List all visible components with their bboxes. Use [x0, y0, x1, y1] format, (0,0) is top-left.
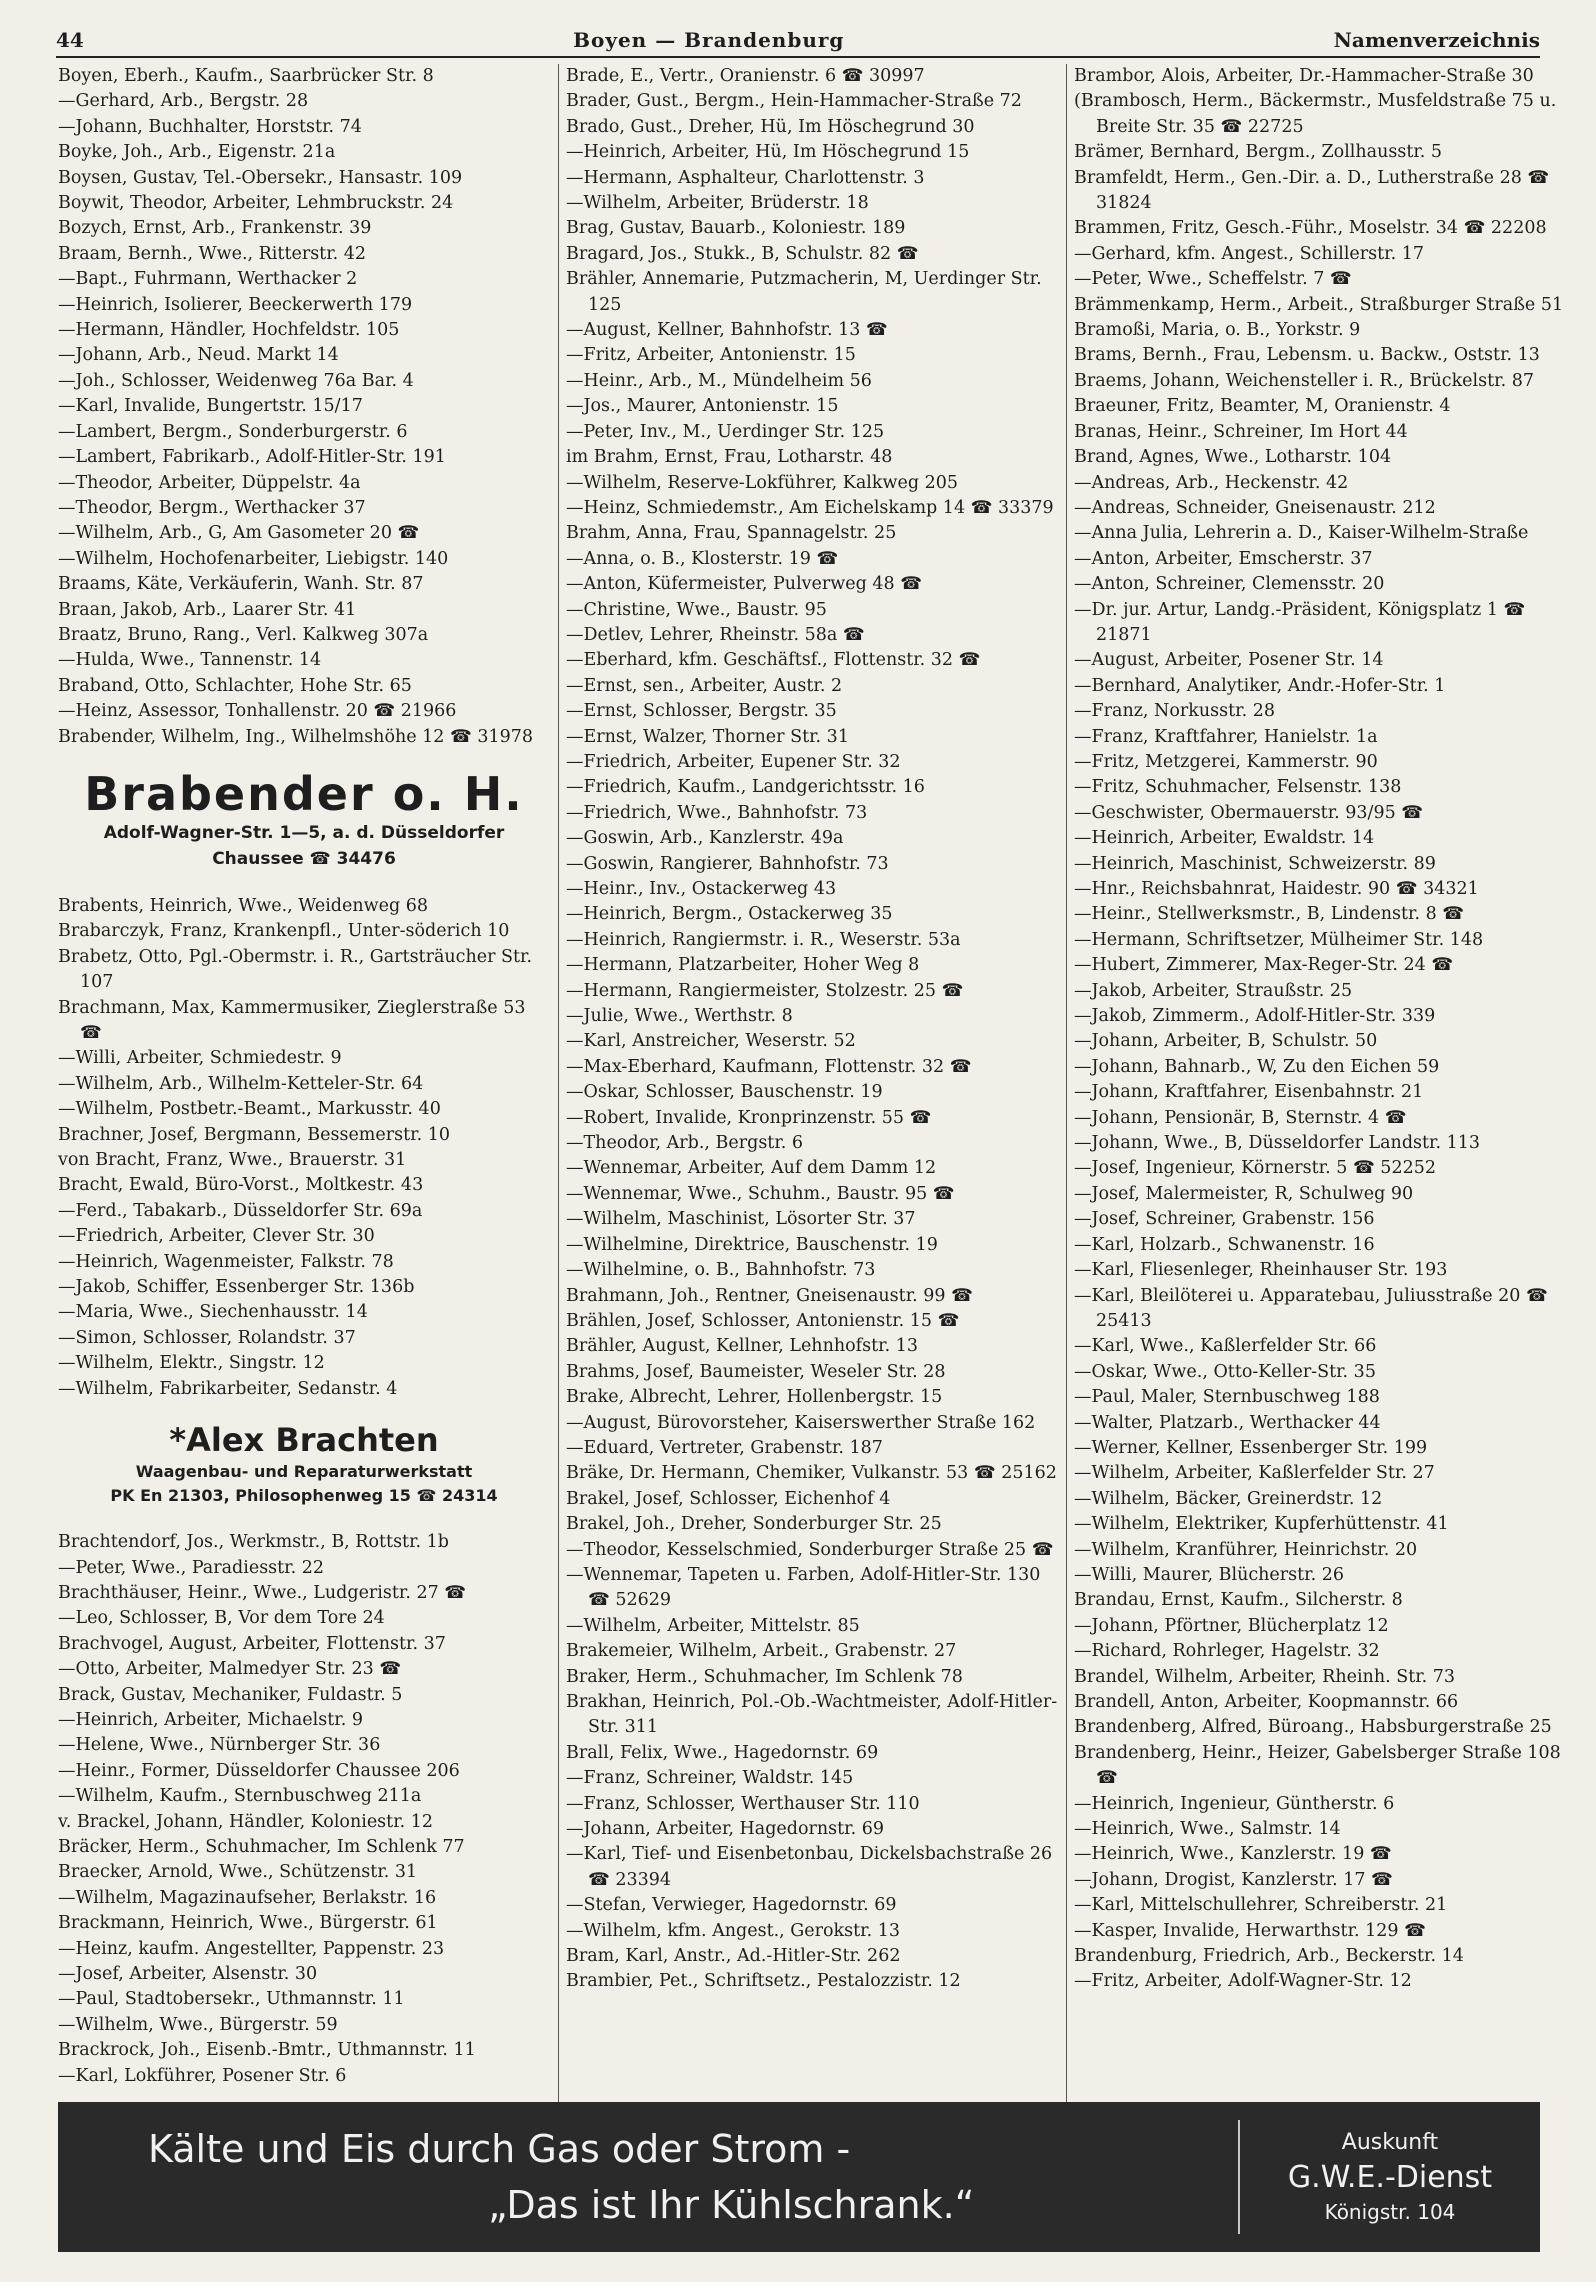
col2-list [566, 64, 1058, 1995]
directory-entry: im Brahm, Ernst, Frau, Lotharstr. 48 [566, 447, 893, 468]
directory-entry: —Hermann, Platzarbeiter, Hoher Weg 8 [566, 955, 920, 976]
directory-entry: —Lambert, Bergm., Sonderburgerstr. 6 [58, 421, 408, 442]
directory-entry: —Josef, Ingenieur, Körnerstr. 5 ☎ 52252 [1074, 1158, 1436, 1179]
banner-info-service: G.W.E.-Dienst [1287, 2160, 1493, 2195]
directory-entry: —Wilhelm, Reserve-Lokführer, Kalkweg 205 [566, 472, 958, 493]
directory-entry: Brahms, Josef, Baumeister, Weseler Str. 28 [566, 1361, 946, 1382]
directory-entry: —Karl, Anstreicher, Weserstr. 52 [566, 1031, 856, 1052]
col3-list [1074, 64, 1566, 1995]
directory-entry: —Fritz, Metzgerei, Kammerstr. 90 [1074, 751, 1378, 772]
directory-entry: —Paul, Stadtobersekr., Uthmannstr. 11 [58, 1989, 405, 2010]
directory-entry: Brandenberg, Alfred, Büroang., Habsburgerstraße 25 [1074, 1717, 1552, 1738]
directory-entry: —Wilhelm, kfm. Angest., Gerokstr. 13 [566, 1920, 900, 1941]
directory-entry: —Johann, Wwe., B, Düsseldorfer Landstr. 113 [1074, 1133, 1481, 1154]
directory-entry: —Peter, Inv., M., Uerdinger Str. 125 [566, 421, 885, 442]
directory-entry: Brachmann, Max, Kammermusiker, Zieglerstraße 53 ☎ [58, 997, 526, 1043]
directory-entry: —Heinz, kaufm. Angestellter, Pappenstr. 23 [58, 1938, 445, 1959]
directory-entry: —Gerhard, kfm. Angest., Schillerstr. 17 [1074, 243, 1424, 264]
directory-entry: —Fritz, Schuhmacher, Felsenstr. 138 [1074, 777, 1402, 798]
column-2 [566, 64, 1058, 1995]
banner-slogan [58, 2102, 1238, 2252]
directory-entry: —Theodor, Arbeiter, Düppelstr. 4a [58, 472, 361, 493]
directory-entry: —Franz, Schreiner, Waldstr. 145 [566, 1768, 854, 1789]
directory-entry: (Brambosch, Herm., Bäckermstr., Musfeldstraße 75 u. Breite Str. 35 ☎ 22725 [1074, 91, 1557, 137]
directory-entry: —Heinrich, Wwe., Salmstr. 14 [1074, 1819, 1341, 1840]
directory-entry: —Ferd., Tabakarb., Düsseldorfer Str. 69a [58, 1200, 423, 1221]
directory-entry: Brabarczyk, Franz, Krankenpfl., Unter-söderich 10 [58, 921, 510, 942]
directory-entry: Brandenberg, Heinr., Heizer, Gabelsberger Straße 108 ☎ [1074, 1742, 1561, 1789]
directory-entry: Brader, Gust., Bergm., Hein-Hammacher-Straße 72 [566, 91, 1022, 112]
directory-entry: —Geschwister, Obermauerstr. 93/95 ☎ [1074, 802, 1424, 823]
directory-entry: —Wilhelm, Kaufm., Sternbuschweg 211a [58, 1786, 422, 1807]
directory-entry: Brabender, Wilhelm, Ing., Wilhelmshöhe 12 ☎ 31978 [58, 726, 534, 747]
directory-entry: Brackmann, Heinrich, Wwe., Bürgerstr. 61 [58, 1913, 438, 1934]
directory-entry: —Anna Julia, Lehrerin a. D., Kaiser-Wilhelm-Straße [1074, 523, 1529, 544]
ad-brabender-address: Adolf-Wagner-Str. 1—5, a. d. Düsseldorfer [103, 822, 505, 843]
directory-entry: —Wilhelm, Arbeiter, Kaßlerfelder Str. 27 [1074, 1463, 1435, 1484]
page-title: Boyen — Brandenburg [573, 28, 845, 52]
directory-entry: —Wilhelm, Kranführer, Heinrichstr. 20 [1074, 1539, 1418, 1560]
directory-entry: —Karl, Tief- und Eisenbetonbau, Dickelsbachstraße 26 ☎ 23394 [566, 1844, 1053, 1890]
column-3 [1074, 64, 1566, 1995]
directory-entry: —Theodor, Bergm., Werthacker 37 [58, 497, 366, 518]
page-number: 44 [56, 28, 84, 52]
directory-entry: —Heinr., Former, Düsseldorfer Chaussee 206 [58, 1760, 460, 1781]
directory-entry: —Heinrich, Wwe., Kanzlerstr. 19 ☎ [1074, 1844, 1392, 1865]
directory-entry: Brähler, Annemarie, Putzmacherin, M, Uerdinger Str. 125 [566, 269, 1042, 315]
directory-entry: Brakel, Josef, Schlosser, Eichenhof 4 [566, 1488, 891, 1509]
directory-entry: —Peter, Wwe., Scheffelstr. 7 ☎ [1074, 269, 1352, 290]
directory-entry: —Lambert, Fabrikarb., Adolf-Hitler-Str. 191 [58, 447, 446, 468]
directory-entry: Boyen, Eberh., Kaufm., Saarbrücker Str. 8 [58, 66, 434, 86]
directory-entry: —Johann, Pförtner, Blücherplatz 12 [1074, 1615, 1389, 1636]
directory-entry: —Eduard, Vertreter, Grabenstr. 187 [566, 1437, 883, 1458]
ad-brabender [58, 768, 550, 872]
directory-entry: —Friedrich, Arbeiter, Clever Str. 30 [58, 1226, 375, 1247]
directory-entry: Brakhan, Heinrich, Pol.-Ob.-Wachtmeister, Adolf-Hitler-Str. 311 [566, 1692, 1058, 1738]
directory-entry: Brahmann, Joh., Rentner, Gneisenaustr. 99 ☎ [566, 1285, 973, 1306]
banner-line-2: „Das ist Ihr Kühlschrank.“ [488, 2183, 975, 2227]
directory-entry: —Wilhelm, Magazinaufseher, Berlakstr. 16 [58, 1887, 437, 1908]
column-divider [558, 64, 559, 2104]
directory-entry: Braecker, Arnold, Wwe., Schützenstr. 31 [58, 1862, 418, 1883]
ad-brabender-tel: Chaussee ☎ 34476 [212, 848, 396, 869]
directory-entry: —Heinr., Inv., Ostackerweg 43 [566, 879, 837, 899]
directory-entry: —Jakob, Schiffer, Essenberger Str. 136b [58, 1277, 415, 1298]
directory-entry: —August, Kellner, Bahnhofstr. 13 ☎ [566, 320, 888, 341]
directory-entry: —Heinrich, Arbeiter, Michaelstr. 9 [58, 1709, 363, 1730]
banner-info [1240, 2102, 1540, 2252]
directory-entry: —Stefan, Verwieger, Hagedornstr. 69 [566, 1895, 897, 1916]
directory-entry: —Leo, Schlosser, B, Vor dem Tore 24 [58, 1608, 385, 1629]
directory-entry: Brado, Gust., Dreher, Hü, Im Höschegrund 30 [566, 116, 975, 137]
directory-entry: v. Brackel, Johann, Händler, Koloniestr. 12 [58, 1811, 434, 1832]
directory-entry: —Simon, Schlosser, Rolandstr. 37 [58, 1327, 356, 1348]
directory-entry: —August, Bürovorsteher, Kaiserswerther Straße 162 [566, 1412, 1036, 1433]
directory-entry: Braams, Käte, Verkäuferin, Wanh. Str. 87 [58, 574, 424, 595]
directory-entry: —Wilhelm, Elektr., Singstr. 12 [58, 1353, 325, 1374]
col1-top-list [58, 64, 550, 750]
directory-entry: —Maria, Wwe., Siechenhausstr. 14 [58, 1302, 368, 1323]
directory-entry: —Johann, Arbeiter, Hagedornstr. 69 [566, 1819, 885, 1840]
directory-entry: —Wilhelm, Arbeiter, Mittelstr. 85 [566, 1615, 860, 1636]
directory-entry: —Anton, Küfermeister, Pulverweg 48 ☎ [566, 574, 922, 595]
directory-entry: —Karl, Fliesenleger, Rheinhauser Str. 193 [1074, 1260, 1448, 1281]
ad-brachten-sub: Waagenbau- und Reparaturwerkstatt [135, 1462, 473, 1482]
directory-entry: —Johann, Arb., Neud. Markt 14 [58, 345, 339, 366]
directory-entry: —Heinrich, Bergm., Ostackerweg 35 [566, 904, 893, 925]
directory-entry: —Detlev, Lehrer, Rheinstr. 58a ☎ [566, 624, 865, 645]
directory-entry: Bracht, Ewald, Büro-Vorst., Moltkestr. 43 [58, 1175, 424, 1196]
directory-entry: —Josef, Arbeiter, Alsenstr. 30 [58, 1964, 318, 1984]
ad-brachten-name: *Alex Brachten [169, 1421, 439, 1460]
directory-entry: —Wennemar, Tapeten u. Farben, Adolf-Hitler-Str. 130 ☎ 52629 [566, 1564, 1041, 1611]
directory-entry: Brams, Bernh., Frau, Lebensm. u. Backw., Oststr. 13 [1074, 345, 1540, 366]
directory-entry: —Andreas, Schneider, Gneisenaustr. 212 [1074, 497, 1436, 518]
column-1 [58, 64, 550, 2089]
directory-entry: —Karl, Holzarb., Schwanenstr. 16 [1074, 1234, 1375, 1255]
directory-entry: Brand, Agnes, Wwe., Lotharstr. 104 [1074, 447, 1392, 468]
directory-entry: —Ernst, Walzer, Thorner Str. 31 [566, 726, 849, 747]
ad-brabender-name: Brabender o. H. [84, 766, 524, 821]
directory-entry: Brämer, Bernhard, Bergm., Zollhausstr. 5 [1074, 142, 1443, 163]
directory-entry: —Wilhelm, Wwe., Bürgerstr. 59 [58, 2014, 338, 2035]
directory-entry: Brade, E., Vertr., Oranienstr. 6 ☎ 30997 [566, 66, 925, 86]
directory-entry: —Franz, Norkusstr. 28 [1074, 701, 1275, 722]
directory-entry: Brakemeier, Wilhelm, Arbeit., Grabenstr. 27 [566, 1641, 957, 1662]
directory-entry: —Fritz, Arbeiter, Antonienstr. 15 [566, 345, 856, 366]
directory-entry: Brambor, Alois, Arbeiter, Dr.-Hammacher-Straße 30 [1074, 66, 1534, 86]
directory-entry: Boywit, Theodor, Arbeiter, Lehmbruckstr. 24 [58, 193, 454, 214]
directory-entry: —Jakob, Arbeiter, Straußstr. 25 [1074, 980, 1353, 1001]
directory-entry: —Anna, o. B., Klosterstr. 19 ☎ [566, 548, 839, 569]
directory-entry: —Josef, Malermeister, R, Schulweg 90 [1074, 1183, 1414, 1204]
banner-info-label: Auskunft [1341, 2130, 1439, 2155]
directory-entry: —Heinrich, Arbeiter, Ewaldstr. 14 [1074, 828, 1375, 849]
directory-entry: von Bracht, Franz, Wwe., Brauerstr. 31 [58, 1150, 407, 1171]
directory-entry: —Karl, Wwe., Kaßlerfelder Str. 66 [1074, 1336, 1377, 1357]
directory-entry: —Wilhelm, Maschinist, Lösorter Str. 37 [566, 1209, 916, 1230]
directory-entry: —Willi, Arbeiter, Schmiedestr. 9 [58, 1048, 342, 1069]
directory-entry: Bozych, Ernst, Arb., Frankenstr. 39 [58, 218, 372, 239]
directory-entry: Brackrock, Joh., Eisenb.-Bmtr., Uthmannstr. 11 [58, 2040, 476, 2061]
directory-entry: —Bernhard, Analytiker, Andr.-Hofer-Str. 1 [1074, 675, 1446, 696]
directory-entry: —Joh., Schlosser, Weidenweg 76a Bar. 4 [58, 370, 414, 391]
ad-brachten [58, 1420, 550, 1508]
directory-entry: —Johann, Pensionär, B, Sternstr. 4 ☎ [1074, 1107, 1407, 1128]
directory-entry: Braker, Herm., Schuhmacher, Im Schlenk 78 [566, 1666, 963, 1687]
directory-entry: Brambier, Pet., Schriftsetz., Pestalozzistr. 12 [566, 1971, 961, 1992]
directory-entry: —Wennemar, Wwe., Schuhm., Baustr. 95 ☎ [566, 1183, 955, 1204]
directory-entry: —Willi, Maurer, Blücherstr. 26 [1074, 1564, 1344, 1585]
directory-entry: —Andreas, Arb., Heckenstr. 42 [1074, 472, 1349, 493]
directory-entry: —Wilhelm, Arb., G, Am Gasometer 20 ☎ [58, 523, 420, 544]
footer-advertisement [58, 2102, 1540, 2252]
directory-entry: —Werner, Kellner, Essenberger Str. 199 [1074, 1437, 1428, 1458]
directory-entry: —Jakob, Zimmerm., Adolf-Hitler-Str. 339 [1074, 1006, 1436, 1027]
directory-entry: Brall, Felix, Wwe., Hagedornstr. 69 [566, 1742, 879, 1763]
directory-entry: —Richard, Rohrleger, Hagelstr. 32 [1074, 1641, 1380, 1662]
directory-entry: Boyke, Joh., Arb., Eigenstr. 21a [58, 142, 336, 163]
directory-entry: Brachvogel, August, Arbeiter, Flottenstr. 37 [58, 1633, 446, 1654]
directory-entry: —Karl, Lokführer, Posener Str. 6 [58, 2065, 347, 2086]
directory-entry: —Heinr., Arb., M., Mündelheim 56 [566, 370, 872, 391]
directory-entry: —Wilhelm, Postbetr.-Beamt., Markusstr. 40 [58, 1099, 441, 1120]
directory-entry: —Heinrich, Ingenieur, Güntherstr. 6 [1074, 1793, 1395, 1814]
directory-entry: —Goswin, Arb., Kanzlerstr. 49a [566, 828, 844, 849]
directory-entry: —Wilhelm, Hochofenarbeiter, Liebigstr. 140 [58, 548, 449, 569]
directory-entry: Braan, Jakob, Arb., Laarer Str. 41 [58, 599, 357, 620]
directory-entry: —Walter, Platzarb., Werthacker 44 [1074, 1412, 1381, 1433]
directory-entry: —Johann, Kraftfahrer, Eisenbahnstr. 21 [1074, 1082, 1424, 1103]
directory-entry: —Helene, Wwe., Nürnberger Str. 36 [58, 1735, 381, 1756]
directory-entry: —Friedrich, Wwe., Bahnhofstr. 73 [566, 802, 868, 823]
directory-entry: Branas, Heinr., Schreiner, Im Hort 44 [1074, 421, 1408, 442]
directory-entry: —Karl, Invalide, Bungertstr. 15/17 [58, 396, 363, 417]
directory-entry: —Hermann, Rangiermeister, Stolzestr. 25 ☎ [566, 980, 964, 1001]
directory-entry: —Heinz, Assessor, Tonhallenstr. 20 ☎ 21966 [58, 701, 457, 722]
col1-bottom-list [58, 1530, 550, 2089]
directory-entry: —Wilhelmine, o. B., Bahnhofstr. 73 [566, 1260, 876, 1281]
directory-entry: —Christine, Wwe., Baustr. 95 [566, 599, 827, 620]
directory-entry: —Johann, Drogist, Kanzlerstr. 17 ☎ [1074, 1869, 1393, 1890]
directory-entry: —Otto, Arbeiter, Malmedyer Str. 23 ☎ [58, 1659, 402, 1680]
directory-entry: Brammen, Fritz, Gesch.-Führ., Moselstr. 34 ☎ 22208 [1074, 218, 1547, 239]
directory-entry: Braam, Bernh., Wwe., Ritterstr. 42 [58, 243, 367, 264]
directory-entry: —Theodor, Arb., Bergstr. 6 [566, 1133, 804, 1154]
directory-entry: —Wilhelm, Arb., Wilhelm-Ketteler-Str. 64 [58, 1073, 424, 1094]
directory-entry: —Heinz, Schmiedemstr., Am Eichelskamp 14 ☎ 33379 [566, 497, 1054, 518]
directory-entry: Bramoßi, Maria, o. B., Yorkstr. 9 [1074, 320, 1361, 341]
banner-info-address: Königstr. 104 [1324, 2200, 1456, 2224]
col1-mid-list [58, 894, 550, 1402]
directory-entry: Brandell, Anton, Arbeiter, Koopmannstr. 66 [1074, 1692, 1459, 1712]
directory-entry: —Johann, Buchhalter, Horststr. 74 [58, 116, 362, 137]
directory-entry: Brachtendorf, Jos., Werkmstr., B, Rottstr. 1b [58, 1532, 449, 1553]
directory-entry: —Ernst, sen., Arbeiter, Austr. 2 [566, 675, 843, 696]
directory-entry: —Josef, Schreiner, Grabenstr. 156 [1074, 1209, 1375, 1230]
directory-entry: —Hulda, Wwe., Tannenstr. 14 [58, 650, 322, 671]
directory-entry: Brämmenkamp, Herm., Arbeit., Straßburger Straße 51 [1074, 294, 1564, 315]
directory-entry: —Julie, Wwe., Werthstr. 8 [566, 1006, 793, 1027]
directory-entry: Brabetz, Otto, Pgl.-Obermstr. i. R., Gartsträucher Str. 107 [58, 946, 533, 993]
directory-entry: Bräke, Dr. Hermann, Chemiker, Vulkanstr. 53 ☎ 25162 [566, 1463, 1057, 1484]
directory-entry: Brachner, Josef, Bergmann, Bessemerstr. 10 [58, 1124, 450, 1145]
directory-entry: —Hnr., Reichsbahnrat, Haidestr. 90 ☎ 34321 [1074, 879, 1479, 899]
directory-entry: —Wilhelm, Arbeiter, Brüderstr. 18 [566, 193, 869, 214]
directory-entry: —Heinrich, Wagenmeister, Falkstr. 78 [58, 1251, 394, 1272]
directory-entry: —Ernst, Schlosser, Bergstr. 35 [566, 701, 837, 722]
directory-entry: Bräcker, Herm., Schuhmacher, Im Schlenk 77 [58, 1836, 465, 1857]
directory-entry: —Franz, Kraftfahrer, Hanielstr. 1a [1074, 726, 1378, 747]
directory-entry: —Anton, Schreiner, Clemensstr. 20 [1074, 574, 1385, 595]
directory-entry: —Hermann, Asphalteur, Charlottenstr. 3 [566, 167, 925, 188]
directory-entry: Braems, Johann, Weichensteller i. R., Brückelstr. 87 [1074, 370, 1534, 391]
directory-entry: —Gerhard, Arb., Bergstr. 28 [58, 91, 309, 112]
directory-entry: —Jos., Maurer, Antonienstr. 15 [566, 396, 839, 417]
directory-entry: —Heinrich, Rangiermstr. i. R., Weserstr. 53a [566, 929, 961, 950]
directory-entry: Brake, Albrecht, Lehrer, Hollenbergstr. 15 [566, 1387, 943, 1408]
directory-entry: —Kasper, Invalide, Herwarthstr. 129 ☎ [1074, 1920, 1426, 1941]
directory-entry: —Paul, Maler, Sternbuschweg 188 [1074, 1387, 1380, 1408]
directory-entry: —Karl, Bleilöterei u. Apparatebau, Juliusstraße 20 ☎ 25413 [1074, 1285, 1548, 1331]
directory-entry: —Wennemar, Arbeiter, Auf dem Damm 12 [566, 1158, 937, 1179]
directory-entry: Brakel, Joh., Dreher, Sonderburger Str. 25 [566, 1514, 942, 1535]
directory-entry: —Franz, Schlosser, Werthauser Str. 110 [566, 1793, 920, 1814]
directory-entry: Braband, Otto, Schlachter, Hohe Str. 65 [58, 675, 412, 696]
directory-entry: —Max-Eberhard, Kaufmann, Flottenstr. 32 ☎ [566, 1056, 972, 1077]
directory-entry: —Heinrich, Isolierer, Beeckerwerth 179 [58, 294, 413, 315]
directory-entry: Brahm, Anna, Frau, Spannagelstr. 25 [566, 523, 897, 544]
directory-entry: —Bapt., Fuhrmann, Werthacker 2 [58, 269, 358, 290]
directory-entry: Bram, Karl, Anstr., Ad.-Hitler-Str. 262 [566, 1946, 901, 1967]
directory-entry: —Oskar, Schlosser, Bauschenstr. 19 [566, 1082, 883, 1103]
directory-entry: —Goswin, Rangierer, Bahnhofstr. 73 [566, 853, 889, 874]
directory-entry: Brandau, Ernst, Kaufm., Silcherstr. 8 [1074, 1590, 1403, 1611]
directory-entry: —Robert, Invalide, Kronprinzenstr. 55 ☎ [566, 1107, 932, 1128]
directory-entry: —Theodor, Kesselschmied, Sonderburger Straße 25 ☎ [566, 1539, 1054, 1560]
directory-entry: Braeuner, Fritz, Beamter, M, Oranienstr. 4 [1074, 396, 1451, 417]
banner-line-1: Kälte und Eis durch Gas oder Strom - [148, 2127, 851, 2171]
directory-entry: Brag, Gustav, Bauarb., Koloniestr. 189 [566, 218, 906, 239]
directory-entry: —Peter, Wwe., Paradiesstr. 22 [58, 1557, 325, 1578]
directory-entry: Bragard, Jos., Stukk., B, Schulstr. 82 ☎ [566, 243, 919, 264]
column-divider [1066, 64, 1067, 2104]
directory-entry: —Eberhard, kfm. Geschäftsf., Flottenstr. 32 ☎ [566, 650, 981, 671]
directory-entry: —Hermann, Händler, Hochfeldstr. 105 [58, 320, 400, 341]
directory-entry: Braatz, Bruno, Rang., Verl. Kalkweg 307a [58, 624, 429, 645]
directory-entry: —August, Arbeiter, Posener Str. 14 [1074, 650, 1384, 671]
directory-entry: Brachthäuser, Heinr., Wwe., Ludgeristr. 27 ☎ [58, 1582, 467, 1603]
directory-entry: —Heinrich, Arbeiter, Hü, Im Höschegrund 15 [566, 142, 970, 163]
directory-entry: —Dr. jur. Artur, Landg.-Präsident, Königsplatz 1 ☎ 21871 [1074, 599, 1526, 645]
directory-entry: Brandel, Wilhelm, Arbeiter, Rheinh. Str. 73 [1074, 1666, 1456, 1687]
directory-entry: —Johann, Arbeiter, B, Schulstr. 50 [1074, 1031, 1378, 1052]
directory-entry: —Friedrich, Kaufm., Landgerichtsstr. 16 [566, 777, 925, 798]
directory-entry: —Fritz, Arbeiter, Adolf-Wagner-Str. 12 [1074, 1971, 1412, 1992]
directory-entry: —Hermann, Schriftsetzer, Mülheimer Str. 148 [1074, 929, 1484, 950]
directory-entry: —Friedrich, Arbeiter, Eupener Str. 32 [566, 751, 901, 772]
directory-entry: —Heinrich, Maschinist, Schweizerstr. 89 [1074, 853, 1436, 874]
directory-entry: Brabents, Heinrich, Wwe., Weidenweg 68 [58, 895, 428, 916]
section-title: Namenverzeichnis [1333, 28, 1540, 52]
directory-entry: Brählen, Josef, Schlosser, Antonienstr. 15 ☎ [566, 1310, 960, 1331]
directory-entry: Brähler, August, Kellner, Lehnhofstr. 13 [566, 1336, 918, 1357]
directory-entry: —Johann, Bahnarb., W, Zu den Eichen 59 [1074, 1056, 1440, 1077]
directory-entry: —Heinr., Stellwerksmstr., B, Lindenstr. 8 ☎ [1074, 904, 1465, 925]
directory-entry: —Oskar, Wwe., Otto-Keller-Str. 35 [1074, 1361, 1376, 1382]
directory-entry: Boysen, Gustav, Tel.-Obersekr., Hansastr. 109 [58, 167, 463, 188]
directory-entry: —Wilhelm, Fabrikarbeiter, Sedanstr. 4 [58, 1378, 398, 1399]
directory-entry: —Wilhelm, Elektriker, Kupferhüttenstr. 41 [1074, 1514, 1449, 1535]
directory-entry: Bramfeldt, Herm., Gen.-Dir. a. D., Lutherstraße 28 ☎ 31824 [1074, 167, 1550, 214]
ad-brachten-pk: PK En 21303, Philosophenweg 15 ☎ 24314 [110, 1486, 498, 1506]
directory-entry: —Anton, Arbeiter, Emscherstr. 37 [1074, 548, 1373, 569]
directory-entry: —Wilhelmine, Direktrice, Bauschenstr. 19 [566, 1234, 938, 1255]
directory-entry: —Hubert, Zimmerer, Max-Reger-Str. 24 ☎ [1074, 955, 1454, 976]
directory-entry: Brandenburg, Friedrich, Arb., Beckerstr. 14 [1074, 1946, 1464, 1967]
directory-entry: —Wilhelm, Bäcker, Greinerdstr. 12 [1074, 1488, 1383, 1509]
directory-entry: Brack, Gustav, Mechaniker, Fuldastr. 5 [58, 1684, 403, 1705]
page-header [56, 22, 1540, 58]
directory-entry: —Karl, Mittelschullehrer, Schreiberstr. 21 [1074, 1895, 1448, 1916]
